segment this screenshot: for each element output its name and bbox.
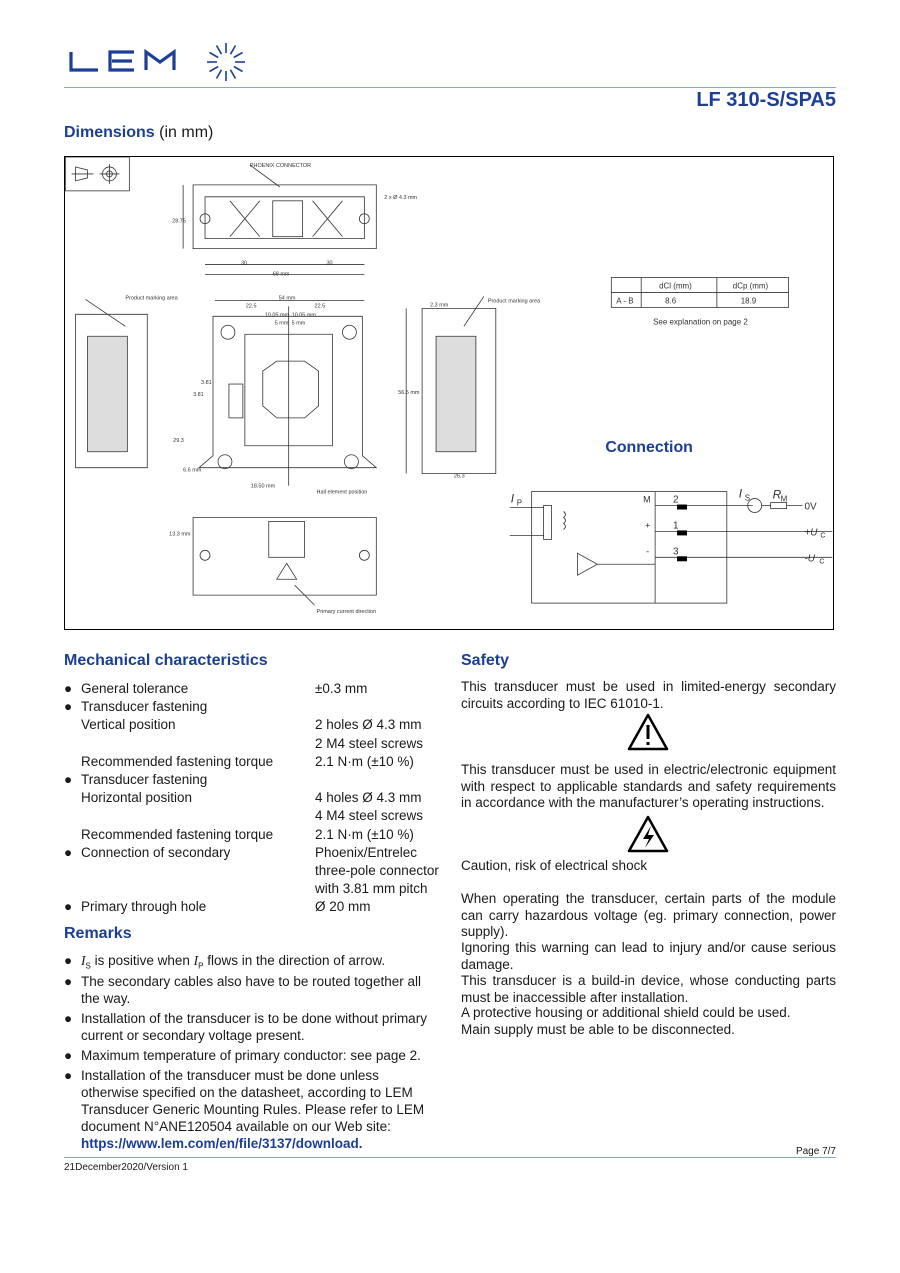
mechanical-row (64, 898, 444, 916)
remark-item: ● $I_S$ is positive when $I_P$ flows in the direction of arrow. (64, 953, 386, 971)
uc-neg-sub: C (819, 558, 825, 566)
remark-item: ● The secondary cables also have to be routed together all the way. (64, 973, 436, 1007)
remark-end: flows in the direction of arrow. (203, 953, 386, 968)
product-marking-label-right: Product marking area (487, 298, 541, 305)
dim-28-75: 28.75 (172, 218, 186, 225)
product-marking-label-left: Product marking area (125, 295, 178, 302)
row-label: Transducer fastening (81, 699, 208, 715)
row-bullet: ● (64, 699, 73, 715)
is-sub: S (744, 493, 751, 503)
uc-neg-label: -U (804, 553, 815, 565)
version-label: 21December2020/Version 1 (64, 1162, 188, 1173)
connection-title: Connection (605, 438, 693, 456)
dim-22-5b: 22.5 (314, 303, 326, 310)
safety-title: Safety (461, 652, 510, 669)
uc-pos-sub: C (820, 532, 826, 540)
dim-13-3: 13.3 mm (169, 531, 191, 538)
remark-text: Installation of the transducer must be done unless otherwise specified on the datasheet, according to LEM Transducer Generic Mounting Rules. Please refer to LEM document N°ANE120504 available on our Web site: (81, 1068, 425, 1134)
table-header-dcl: dCl (mm) (659, 281, 692, 291)
dim-56-5: 56.5 mm (398, 389, 420, 396)
row-label: General tolerance (81, 681, 189, 696)
remark-is-sub: S (85, 961, 91, 971)
footer-rule (64, 1157, 836, 1158)
table-cell-dcp: 18.9 (740, 296, 757, 306)
plus-label: + (645, 520, 651, 531)
remark-mid: is positive when (90, 953, 194, 968)
mechanical-row (64, 826, 444, 844)
mechanical-row (64, 771, 444, 789)
row-value: 2.1 N·m (±10 %) (315, 826, 414, 842)
row-value: 2.1 N·m (±10 %) (315, 753, 414, 769)
dim-3-81b: 3.81 (193, 391, 204, 398)
download-link[interactable]: https://www.lem.com/en/file/3137/download. (81, 1136, 363, 1151)
row-label: Primary through hole (81, 899, 207, 915)
row-value: Ø 20 mm (315, 899, 371, 915)
remark-ip-sub: P (198, 961, 204, 971)
table-header-dcp: dCp (mm) (732, 281, 769, 291)
safety-paragraph-6: This transducer is a build-in device, whose conducting parts must be inaccessible after installation. (461, 973, 836, 1005)
warning-icon (626, 712, 670, 752)
uc-pos-label: +U (804, 527, 818, 539)
dim-30a: 30 (240, 260, 247, 267)
row-label: Recommended fastening torque (81, 753, 274, 769)
dim-6-6: 6.6 mm (183, 467, 202, 474)
ip-sub: P (516, 498, 523, 508)
mechanical-row (64, 807, 444, 825)
remark-item: ● Maximum temperature of primary conductor: see page 2. (64, 1047, 436, 1064)
remark-item: ● Installation of the transducer must be done unless otherwise specified on the datasheet, according to LEM Transducer Generic Mounting Rules. Please refer to LEM document N°ANE120504 available on our Web site: https://www.lem.com/en/file/3137/download. (64, 1068, 425, 1151)
row-bullet: ● (64, 681, 73, 696)
hall-element-label: Hall element position (316, 489, 368, 496)
header-rule (64, 87, 836, 88)
mechanical-title: Mechanical characteristics (64, 652, 268, 669)
page-number: Page 7/7 (795, 1146, 836, 1157)
remark-ip: I (193, 953, 199, 968)
is-label: I (738, 486, 743, 501)
hole-label: 2 x Ø 4.3 mm (384, 194, 418, 201)
pin-1-label: 1 (673, 520, 679, 532)
pin-3-label: 3 (673, 546, 679, 558)
dimensions-heading (64, 124, 213, 142)
lem-logo (68, 40, 258, 84)
dim-68: 68 mm (272, 271, 290, 278)
dim-3-81a: 3.81 (201, 380, 212, 387)
pin-2-label: 2 (673, 494, 679, 506)
row-label: Recommended fastening torque (81, 826, 274, 842)
safety-paragraph-1: This transducer must be used in limited-energy secondary circuits according to IEC 61010-1. (461, 679, 836, 711)
safety-paragraph-4: When operating the transducer, certain parts of the module can carry hazardous voltage (eg. primary connection, power supply). (461, 891, 836, 939)
m-label: M (643, 494, 651, 505)
row-bullet: ● (64, 844, 73, 860)
mechanical-row (64, 735, 444, 753)
row-label: Transducer fastening (81, 772, 208, 787)
primary-direction-label: Primary current direction (316, 609, 377, 616)
safety-paragraph-5: Ignoring this warning can lead to injury and/or cause serious damage. (461, 940, 836, 972)
table-cell-ab: A - B (616, 296, 634, 306)
row-value: 2 holes Ø 4.3 mm (315, 717, 422, 733)
dim-29-3: 29.3 (173, 437, 184, 444)
remark-text: The secondary cables also have to be routed together all the way. (81, 974, 421, 1006)
dim-5a: 5 mm (274, 320, 289, 327)
safety-caution: Caution, risk of electrical shock (461, 858, 648, 873)
mechanical-row (64, 753, 444, 771)
dim-10-05a: 10.05 mm (264, 312, 290, 319)
row-bullet: ● (64, 772, 73, 787)
dimensions-title: Dimensions (64, 124, 155, 141)
row-bullet: ● (64, 899, 73, 915)
row-value: three-pole connector (315, 863, 439, 878)
dim-26-3: 26.3 (453, 473, 465, 480)
safety-paragraph-8: Main supply must be able to be disconnected. (461, 1022, 735, 1037)
remark-text: Installation of the transducer is to be done without primary current or secondary voltage present. (81, 1011, 427, 1043)
mechanical-row (64, 844, 444, 862)
mechanical-row (64, 862, 444, 880)
remark-text: Maximum temperature of primary conductor: see page 2. (81, 1048, 421, 1063)
remark-item: ● Installation of the transducer is to be done without primary current or secondary voltage present. (64, 1010, 436, 1044)
row-value: Phoenix/Entrelec (315, 844, 418, 860)
ip-label: I (510, 491, 515, 506)
mechanical-row (64, 789, 444, 807)
row-label: Connection of secondary (81, 844, 231, 860)
row-label: Horizontal position (81, 790, 193, 806)
safety-paragraph-7: A protective housing or additional shield could be used. (461, 1005, 791, 1020)
dim-18-50: 18.50 mm (250, 483, 276, 490)
minus-label: - (646, 546, 650, 557)
remark-is: I (81, 953, 86, 968)
table-cell-dcl: 8.6 (665, 296, 677, 306)
phoenix-connector-label: PHOENIX CONNECTOR (249, 162, 312, 169)
mechanical-row (64, 698, 444, 716)
dimension-drawing (64, 156, 834, 630)
table-note: See explanation on page 2 (653, 317, 748, 327)
dim-5b: 5 mm (291, 320, 306, 327)
dim-22-5a: 22.5 (245, 303, 257, 310)
row-value: 4 M4 steel screws (315, 808, 424, 824)
rm-label: R (772, 487, 782, 502)
row-value: 4 holes Ø 4.3 mm (315, 790, 422, 806)
mechanical-row (64, 680, 444, 698)
product-title: LF 310-S/SPA5 (696, 89, 836, 111)
row-value: with 3.81 mm pitch (315, 881, 428, 897)
ov-label: 0V (804, 501, 817, 513)
dim-2-3: 2.3 mm (430, 302, 449, 309)
dim-30b: 30 (326, 260, 333, 267)
dim-54: 54 mm (278, 295, 296, 302)
remarks-title: Remarks (64, 925, 132, 942)
dimensions-unit: (in mm) (159, 124, 214, 141)
rm-sub: M (780, 494, 788, 504)
electric-shock-icon (626, 814, 670, 854)
safety-paragraph-2: This transducer must be used in electric/electronic equipment with respect to applicable standards and safety requirements in accordance with the manufacturer’s operating instructions. (461, 762, 836, 810)
mechanical-row (64, 716, 444, 734)
dim-10-05b: 10.05 mm (291, 312, 316, 319)
row-value: 2 M4 steel screws (315, 735, 424, 751)
row-label: Vertical position (81, 717, 176, 733)
row-value: ±0.3 mm (315, 681, 368, 696)
mechanical-row (64, 880, 444, 898)
